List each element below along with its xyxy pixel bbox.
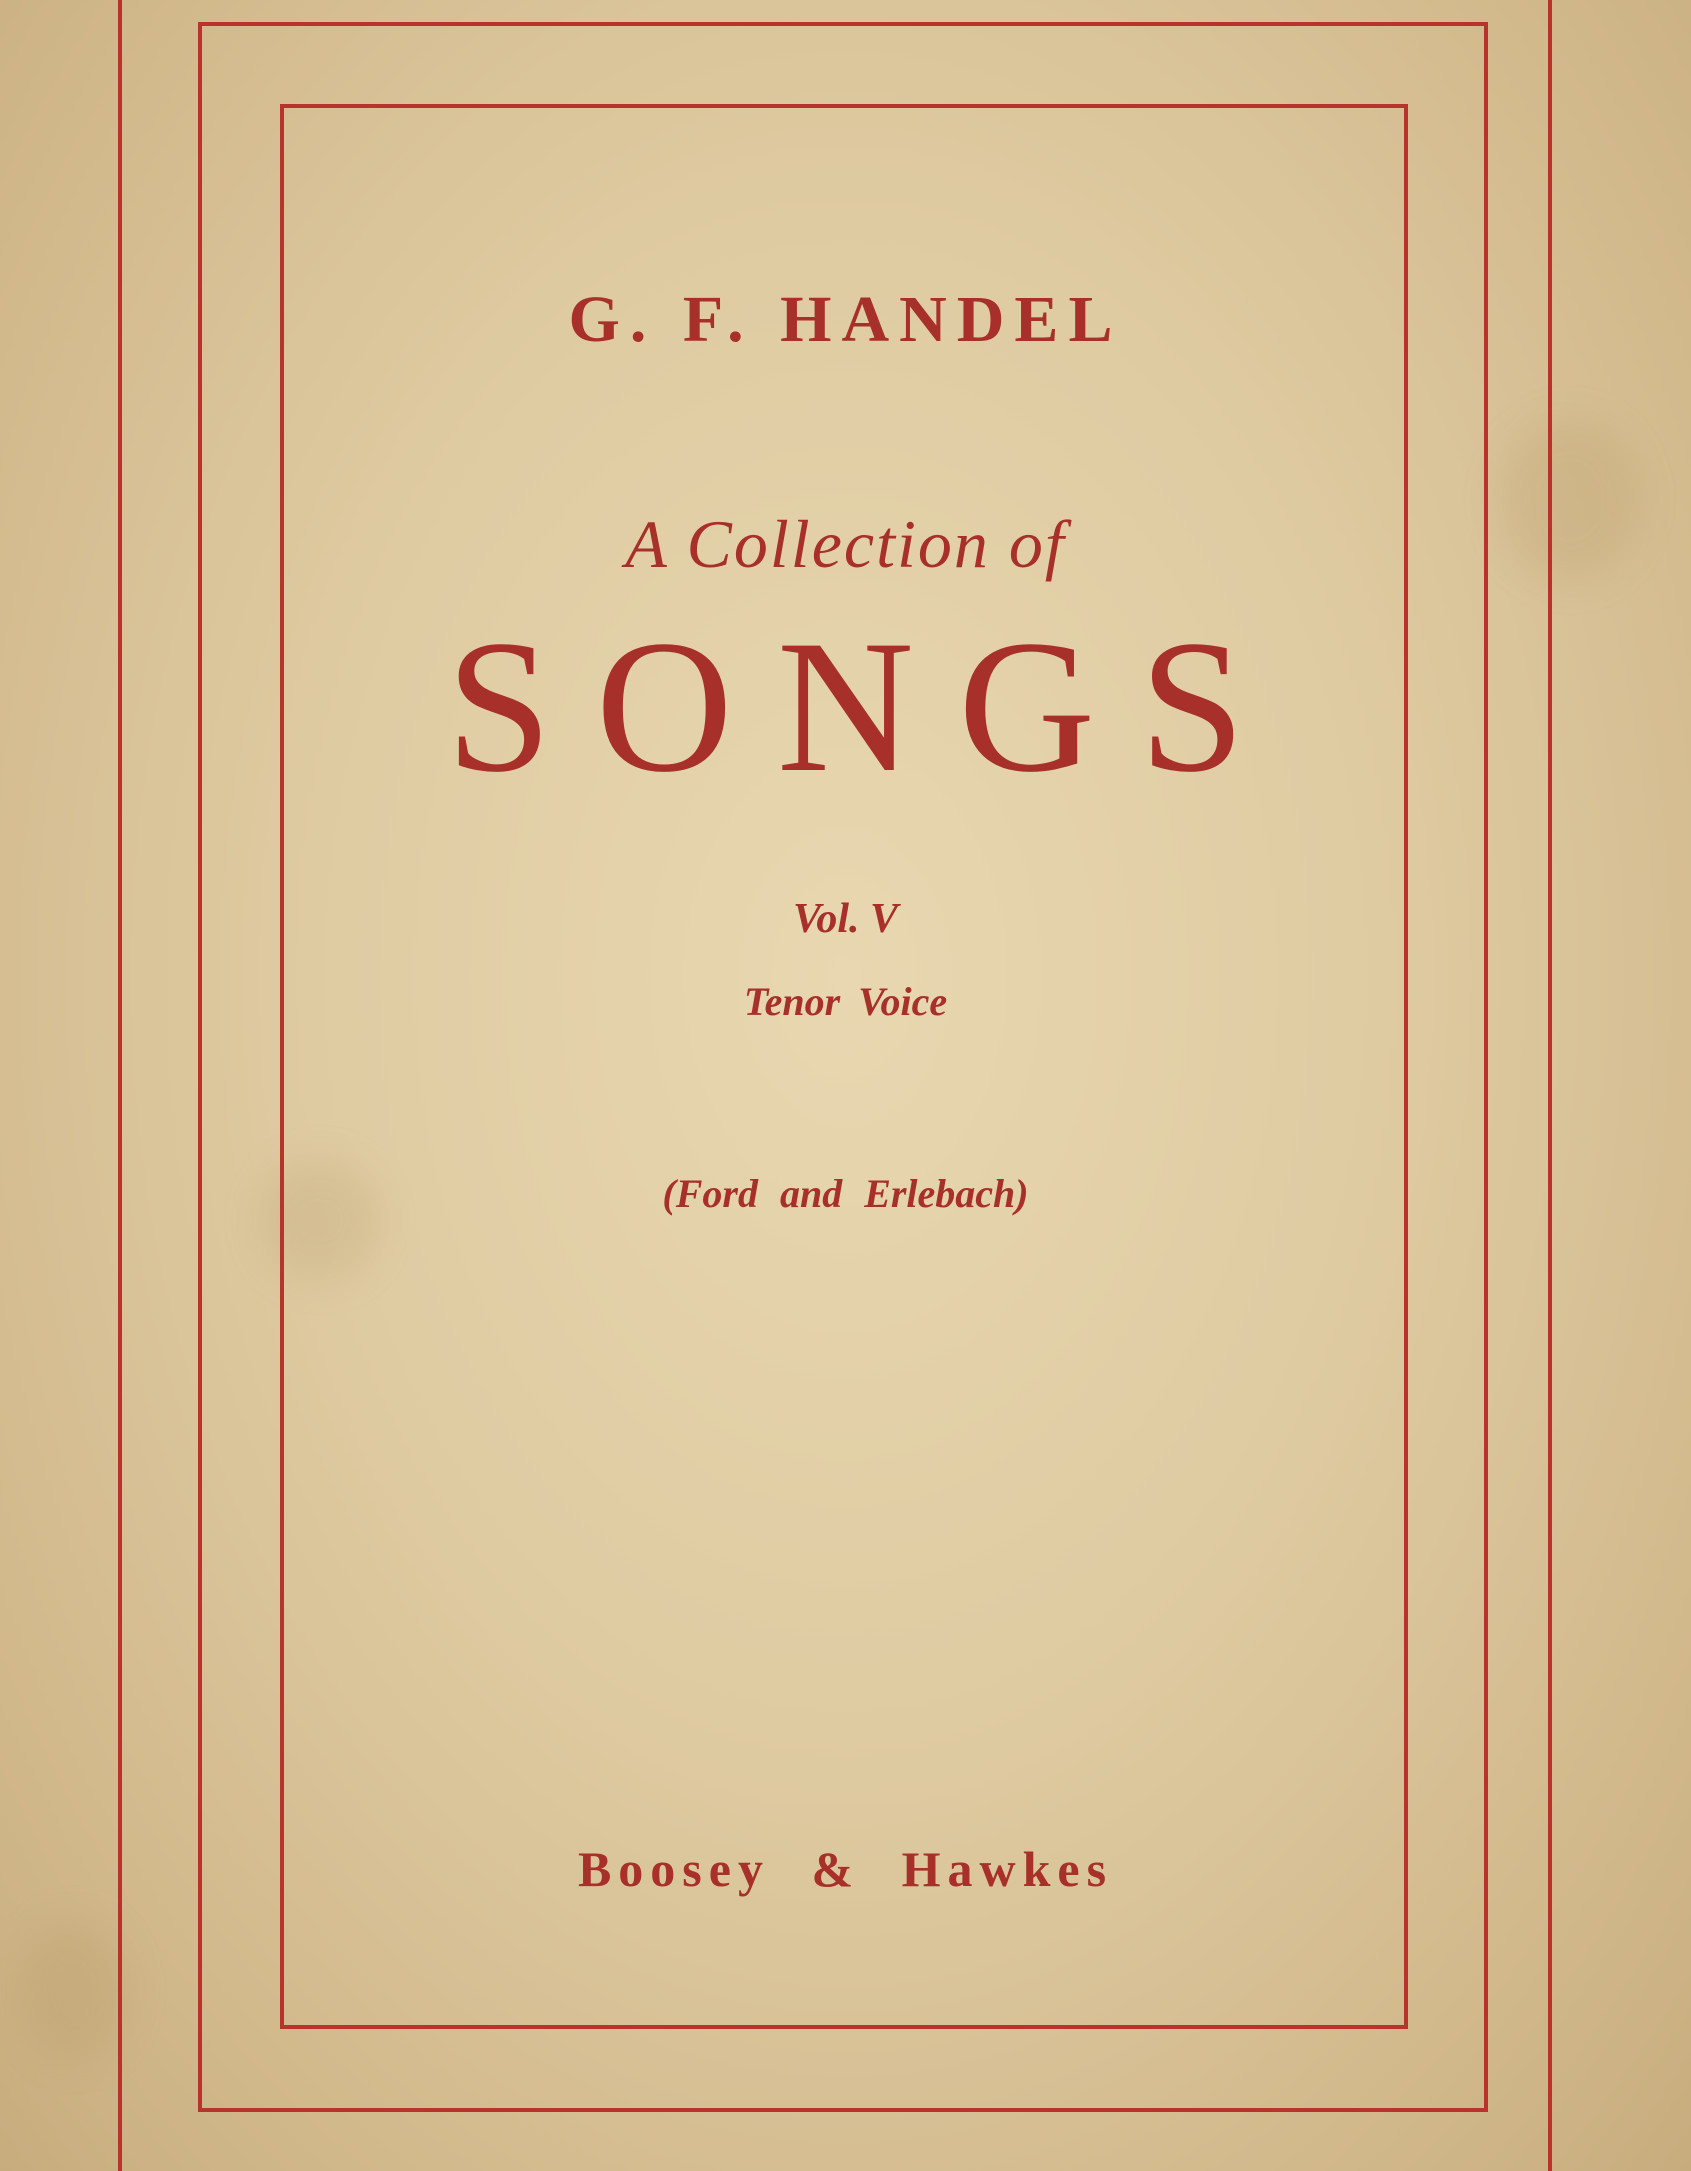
volume-label: Vol. V [792,896,899,942]
author-name: G. F. HANDEL [568,283,1123,356]
paper-stain [20,1920,130,2060]
collection-subtitle: A Collection of [625,506,1066,582]
voice-type-label: Tenor Voice [743,979,948,1024]
cover-title: SONGS [446,602,1289,812]
editors-label: (Ford and Erlebach) [662,1171,1029,1216]
inner-border-frame [280,104,1408,2029]
publisher-name: Boosey & Hawkes [577,1841,1114,1897]
